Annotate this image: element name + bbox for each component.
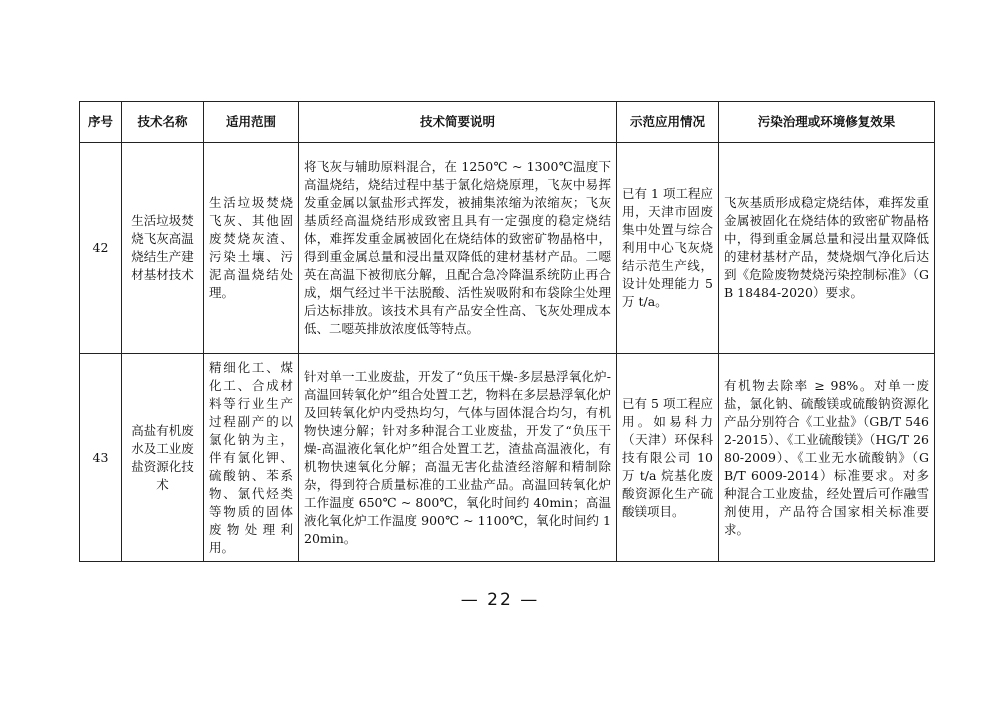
page-number: — 22 — [460,590,540,610]
header-description: 技术简要说明 [299,102,617,143]
row-tech-name: 高盐有机废水及工业废盐资源化技术 [122,354,204,562]
row-tech-name: 生活垃圾焚烧飞灰高温烧结生产建材基材技术 [122,143,204,354]
row-effect: 飞灰基质形成稳定烧结体，难挥发重金属被固化在烧结体的致密矿物晶格中，得到重金属总量和浸出量双降低的建材基材产品，焚烧烟气净化后达到《危险废物焚烧污染控制标准》（GB 18484-2020）要求。 [719,143,935,354]
header-effect: 污染治理或环境修复效果 [719,102,935,143]
header-application: 示范应用情况 [617,102,719,143]
row-scope: 生活垃圾焚烧飞灰、其他固废焚烧灰渣、污染土壤、污泥高温烧结处理。 [204,143,299,354]
row-application: 已有 1 项工程应用，天津市固废集中处置与综合利用中心飞灰烧结示范生产线，设计处理能力 5 万 t/a。 [617,143,719,354]
row-effect: 有机物去除率 ≥ 98%。对单一废盐，氯化钠、硫酸镁或硫酸钠资源化产品分别符合《工业盐》（GB/T 5462-2015）、《工业硫酸镁》（HG/T 2680-2009）、《工业无水硫酸钠》（GB/T 6009-2014）标准要求。对多种混合工业废盐，经处置后可作融雪剂使用，产品符合国家相关标准要求。 [719,354,935,562]
table-header-row [80,102,935,143]
row-serial: 43 [80,354,122,562]
table-row [80,354,935,562]
header-serial: 序号 [80,102,122,143]
table-row [80,143,935,354]
row-serial: 42 [80,143,122,354]
header-tech-name: 技术名称 [122,102,204,143]
row-description: 将飞灰与辅助原料混合，在 1250℃ ~ 1300℃温度下高温烧结，烧结过程中基于氯化焙烧原理，飞灰中易挥发重金属以氯盐形式挥发，被捕集浓缩为浓缩灰；飞灰基质经高温烧结形成致密且具有一定强度的稳定烧结体，难挥发重金属被固化在烧结体的致密矿物晶格中，得到重金属总量和浸出量双降低的建材基材产品。二噁英在高温下被彻底分解，且配合急冷降温系统防止再合成，烟气经过半干法脱酸、活性炭吸附和布袋除尘处理后达标排放。该技术具有产品安全性高、飞灰处理成本低、二噁英排放浓度低等特点。 [299,143,617,354]
technology-table-container [79,101,934,562]
row-description: 针对单一工业废盐，开发了“负压干燥-多层悬浮氧化炉-高温回转氧化炉”组合处置工艺，物料在多层悬浮氧化炉及回转氧化炉内受热均匀，气体与固体混合均匀，有机物快速分解；针对多种混合工业废盐，开发了“负压干燥-高温液化氧化炉”组合处置工艺，渣盐高温液化，有机物快速氧化分解；高温无害化盐渣经溶解和精制除杂，得到符合质量标准的工业盐产品。高温回转氧化炉工作温度 650℃ ~ 800℃，氧化时间约 40min；高温液化氧化炉工作温度 900℃ ~ 1100℃，氧化时间约 120min。 [299,354,617,562]
technology-table [79,101,935,562]
row-scope: 精细化工、煤化工、合成材料等行业生产过程副产的以氯化钠为主，伴有氯化钾、硫酸钠、苯系物、氯代烃类等物质的固体废物处理利用。 [204,354,299,562]
header-scope: 适用范围 [204,102,299,143]
row-application: 已有 5 项工程应用。如易科力（天津）环保科技有限公司 10 万 t/a 烷基化废酸资源化生产硫酸镁项目。 [617,354,719,562]
